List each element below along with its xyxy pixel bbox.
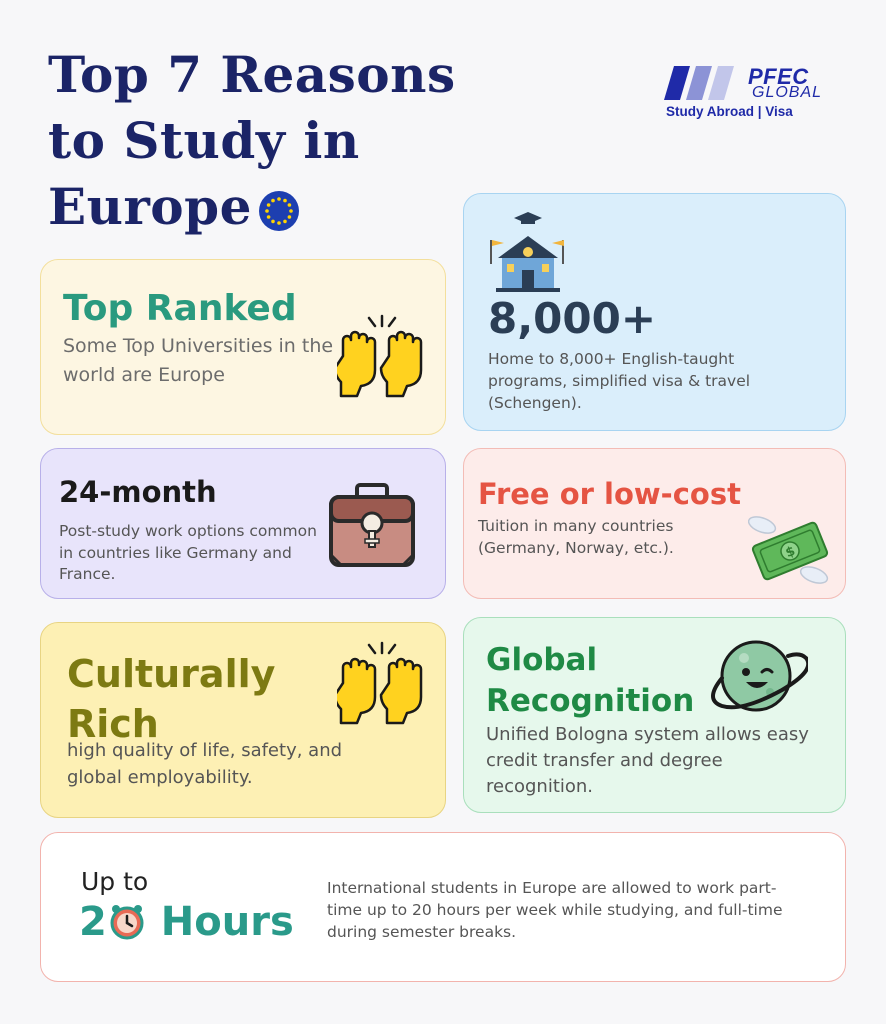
- card-heading: 24-month: [59, 475, 217, 509]
- title-line-3-text: Europe: [48, 177, 252, 236]
- brand-logo: [664, 64, 834, 124]
- school-building-icon: [488, 212, 568, 292]
- card-top-ranked: [40, 259, 446, 435]
- card-culture: [40, 622, 446, 818]
- card-text: high quality of life, safety, and global employability.: [67, 740, 343, 788]
- card-heading: Top Ranked: [63, 288, 297, 329]
- card-text: Unified Bologna system allows easy credit transfer and degree recognition.: [486, 724, 809, 797]
- logo-brand: PFEC: [748, 64, 809, 89]
- raised-hands-icon: [337, 641, 427, 727]
- hours-label: Hours: [160, 899, 294, 945]
- logo-tagline: Study Abroad | Visa: [666, 104, 793, 119]
- eu-flag-icon: [258, 190, 300, 232]
- svg-text:$: $: [783, 543, 798, 562]
- card-hours: [40, 832, 846, 982]
- logo-bars-icon: [664, 66, 746, 102]
- card-heading: Global Recognition: [486, 642, 695, 719]
- card-heading: Free or low-cost: [478, 477, 741, 511]
- card-heading: Culturally Rich: [67, 652, 276, 746]
- card-heading: 8,000+: [488, 294, 657, 343]
- card-text: Home to 8,000+ English-taught programs, simplified visa & travel (Schengen).: [488, 350, 751, 412]
- card-text: Some Top Universities in the world are Europe: [63, 335, 334, 386]
- card-work: [40, 448, 446, 599]
- title-line-3: [48, 174, 468, 240]
- card-text: International students in Europe are allowed to work part-time up to 20 hours per week while studying, and full-time during semester breaks.: [327, 879, 783, 941]
- card-tuition: [463, 448, 846, 599]
- logo-sub: GLOBAL: [752, 84, 823, 101]
- card-programs: [463, 193, 846, 431]
- flying-money-icon: [748, 513, 832, 587]
- hours-headline: [79, 899, 294, 945]
- alarm-clock-icon: [108, 903, 146, 941]
- card-text: Tuition in many countries (Germany, Norway, etc.).: [478, 517, 674, 557]
- briefcase-icon: [327, 481, 417, 571]
- raised-hands-icon: [337, 314, 427, 400]
- hours-number: 2: [79, 899, 107, 945]
- hours-prefix: Up to: [81, 867, 149, 896]
- title-line-1: Top 7 Reasons: [48, 45, 456, 104]
- page-title: [48, 42, 468, 240]
- card-recognition: [463, 617, 846, 813]
- card-text: Post-study work options common in countries like Germany and France.: [59, 522, 317, 583]
- winking-planet-icon: [704, 634, 808, 718]
- title-line-2: to Study in: [48, 111, 360, 170]
